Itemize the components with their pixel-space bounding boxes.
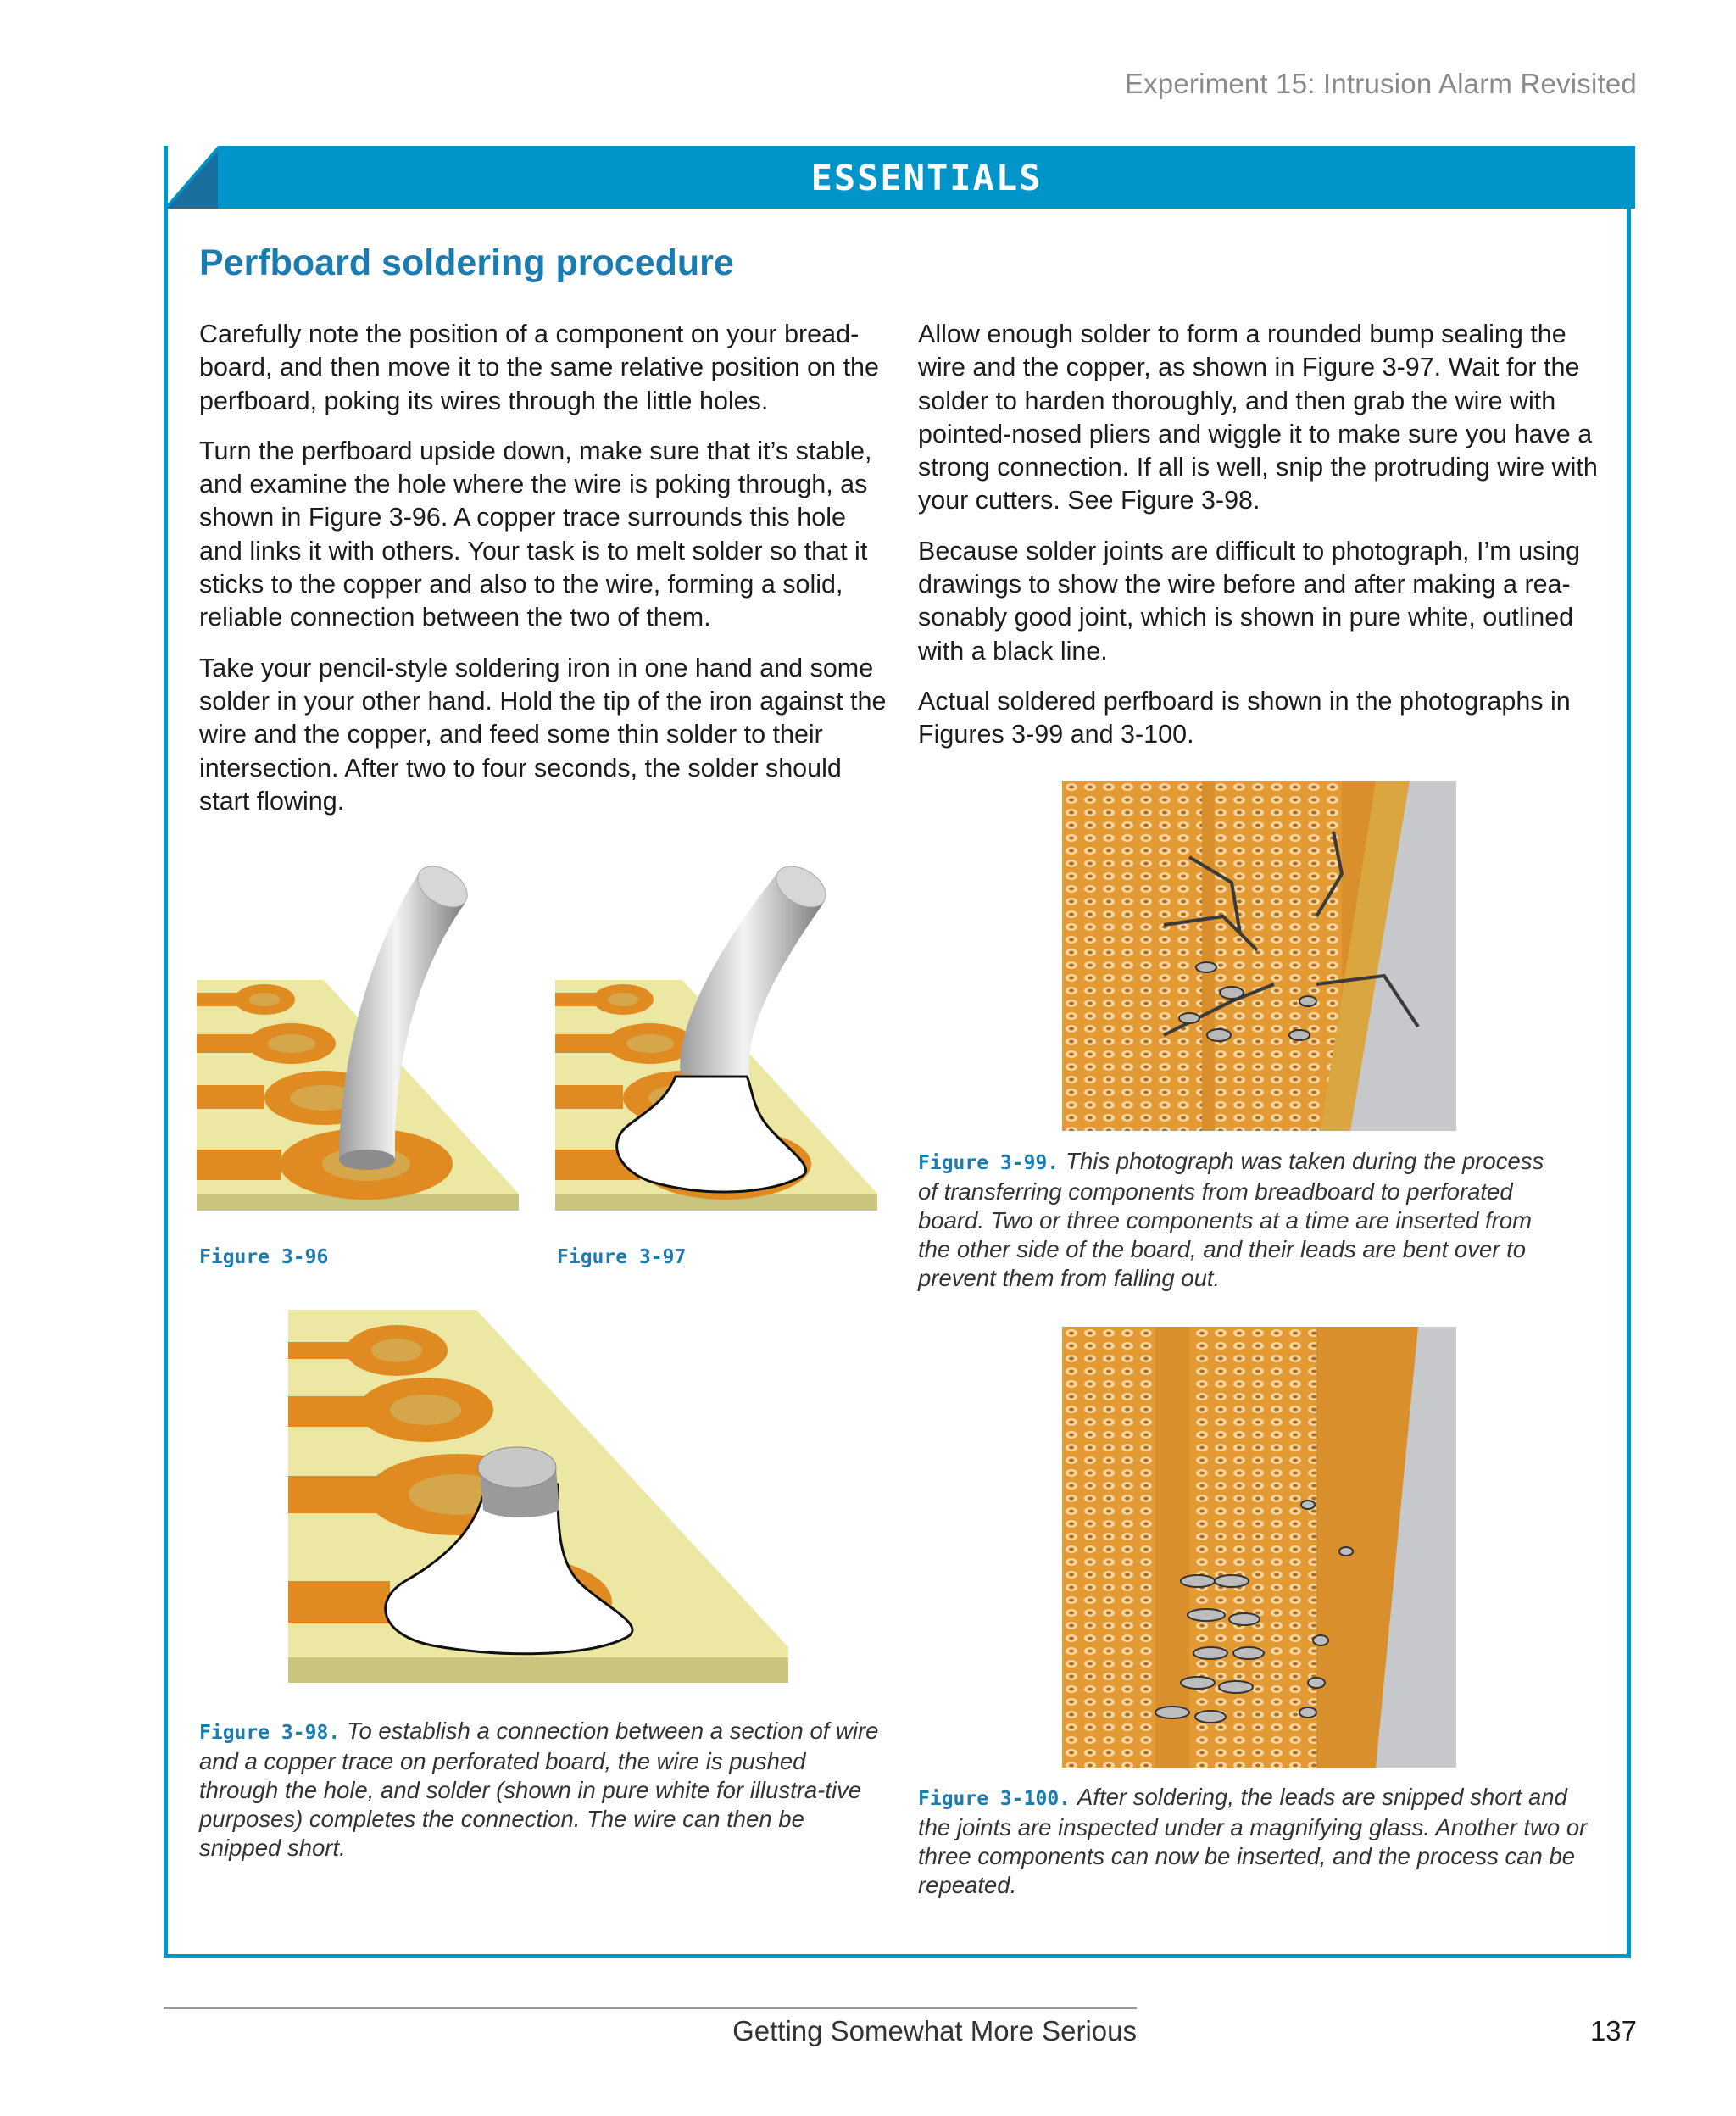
box-heading: Perfboard soldering procedure bbox=[199, 242, 734, 283]
figure-3-99-label: Figure 3-99. bbox=[918, 1152, 1060, 1174]
figure-3-100-caption bbox=[918, 1783, 1605, 1900]
figure-3-99-photo bbox=[1062, 781, 1456, 1131]
essentials-banner bbox=[218, 146, 1635, 209]
banner-title: ESSENTIALS bbox=[810, 156, 1043, 198]
figure-3-98-caption-text: To establish a connection between a section of wire and a copper trace on perforated board, the wire is pushed through the hole, and solder (shown in pure white for illustra-tive purposes) completes the connection. The wire can then be snipped short. bbox=[199, 1718, 879, 1861]
paragraph: Take your pencil-style soldering iron in one hand and some solder in your other hand. Hold the tip of the iron against the wire and the copper, and feed some thin solder to their intersection. After two to four seconds, the solder should start flowing. bbox=[199, 653, 887, 816]
paragraph: Turn the perfboard upside down, make sure that it’s stable, and examine the hole where the wire is poking through, as shown in Figure 3-96. A copper trace surrounds this hole and links it with others. Your task is to melt solder so that it sticks to the copper and also to the wire, forming a solid, reliable connection between the two of them. bbox=[199, 436, 872, 632]
figure-3-97-label: Figure 3-97 bbox=[557, 1246, 687, 1268]
footer-divider bbox=[164, 2007, 1137, 2009]
figure-3-99-caption bbox=[918, 1147, 1562, 1293]
figure-3-98-illustration bbox=[288, 1310, 797, 1700]
running-header: Experiment 15: Intrusion Alarm Revisited bbox=[1124, 68, 1637, 99]
footer-chapter-title: Getting Somewhat More Serious bbox=[732, 2015, 1137, 2046]
figure-3-97-illustration bbox=[555, 855, 882, 1219]
figure-3-96-label: Figure 3-96 bbox=[199, 1246, 329, 1268]
figure-3-100-photo bbox=[1062, 1327, 1456, 1768]
left-text-column bbox=[199, 318, 893, 835]
page-number: 137 bbox=[1589, 2015, 1637, 2046]
figure-3-100-label: Figure 3-100. bbox=[918, 1788, 1071, 1810]
figure-3-100-caption-text: After soldering, the leads are snipped short and the joints are inspected under a magnifying glass. Another two or three components can now be inserted, and the process can be repeated. bbox=[918, 1784, 1588, 1898]
figure-3-98-caption bbox=[199, 1717, 886, 1863]
paragraph: Carefully note the position of a component on your bread-board, and then move it to the same relative position on the perfboard, poking its wires through the little holes. bbox=[199, 320, 879, 415]
figure-3-96-illustration bbox=[197, 855, 523, 1219]
right-text-column bbox=[918, 318, 1606, 769]
paragraph: Because solder joints are difficult to photograph, I’m using drawings to show the wire before and after making a rea-sonably good joint, which is shown in pure white, outlined with a black line. bbox=[918, 536, 1581, 665]
paragraph: Actual soldered perfboard is shown in the photographs in Figures 3-99 and 3-100. bbox=[918, 686, 1571, 749]
figure-3-98-label: Figure 3-98. bbox=[199, 1722, 341, 1744]
figure-3-99-caption-text: This photograph was taken during the process of transferring components from breadboard to perforated board. Two or three components at a time are inserted from the other side of the board, and their leads are bent over to prevent them from falling out. bbox=[918, 1148, 1544, 1291]
paragraph: Allow enough solder to form a rounded bump sealing the wire and the copper, as shown in Figure 3-97. Wait for the solder to harden thoroughly, and then grab the wire with pointed-nosed pliers and wiggle it to make sure you have a strong connection. If all is well, snip the protruding wire with your cutters. See Figure 3-98. bbox=[918, 320, 1598, 515]
banner-corner-decoration bbox=[164, 146, 223, 210]
